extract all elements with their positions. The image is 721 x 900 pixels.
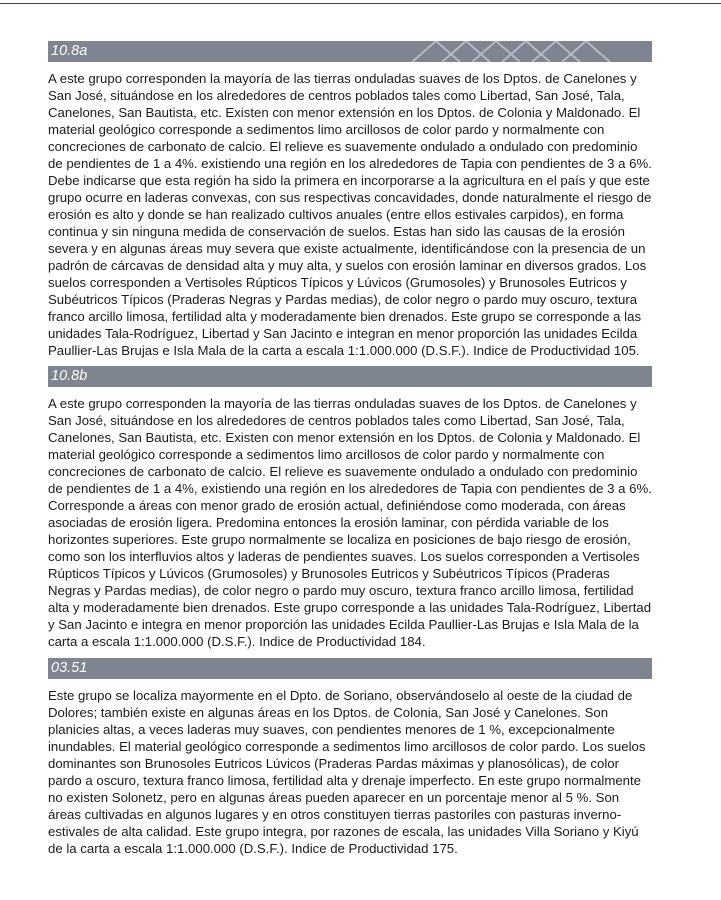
- section-10-8b: [48, 366, 652, 650]
- section-header-bar: [48, 658, 652, 679]
- document-page: [48, 41, 652, 864]
- section-paragraph: A este grupo corresponden la mayoría de las tierras onduladas suaves de los Dptos. de Canelones y San José, situándose en los alrededores de centros poblados tales como Libertad, San José, Tala, Canelones, San Bautista, etc. Existen con menor extensión en los Dptos. de Colonia y Maldonado. El material geológico corresponde a sedimentos limo arcillosos de color pardo y normalmente con concreciones de carbonato de calcio. El relieve es suavemente ondulado a ondulado con predominio de pendientes de 1 a 4%, existiendo una región en los alrededores de Tapia con pendientes de 3 a 6%. Corresponde a áreas con menor grado de erosión actual, definiéndose como moderada, con áreas asociadas de erosión ligera. Predomina entonces la erosión laminar, con pérdida variable de los horizontes superiores. Este grupo normalmente se localiza en posiciones de bajo riesgo de erosión, como son los interfluvios altos y laderas de pendientes suaves. Los suelos corresponden a Vertisoles Rúpticos Típicos y Lúvicos (Grumosoles) y Brunosoles Eutricos y Subéutricos Típicos (Praderas Negras y Pardas medias), de color negro o pardo muy oscuro, textura franco arcillo limosa, fertilidad alta y moderadamente bien drenados. Este grupo corresponde a las unidades Tala-Rodríguez, Libertad y San Jacinto e integra en menor proporción las unidades Ecilda Paullier-Las Brujas e Isla Mala de la carta a escala 1:1.000.000 (D.S.F.). Indice de Productividad 184.: [48, 396, 652, 649]
- section-header-bar: [48, 366, 652, 387]
- section-03-51: [48, 658, 652, 857]
- section-paragraph: A este grupo corresponden la mayoría de las tierras onduladas suaves de los Dptos. de Canelones y San José, situándose en los alrededores de centros poblados tales como Libertad, San José, Tala, Canelones, San Bautista, etc. Existen con menor extensión en los Dptos. de Colonia y Maldonado. El material geológico corresponde a sedimentos limo arcillosos de color pardo y normalmente con concreciones de carbonato de calcio. El relieve es suavemente ondulado a ondulado con predominio de pendientes de 1 a 4%. existiendo una región en los alrededores de Tapia con pendientes de 3 a 6%. Debe indicarse que esta región ha sido la primera en incorporarse a la agricultura en el país y que este grupo ocurre en laderas convexas, con sus respectivas concavidades, donde naturalmente el riesgo de erosión es alto y donde se han realizado cultivos anuales (entre ellos estivales carpidos), en forma continua y sin ninguna medida de conservación de suelos. Estas han sido las causas de la erosión severa y en algunas áreas muy severa que existe actualmente, identificándose con la presencia de un padrón de cárcavas de densidad alta y muy alta, y suelos con erosión laminar en diversos grados. Los suelos corresponden a Vertisoles Rúpticos Típicos y Lúvicos (Grumosoles) y Brunosoles Eutricos y Subéutricos Típicos (Praderas Negras y Pardas medias), de color negro o pardo muy oscuro, textura franco arcillo limosa, fertilidad alta y moderadamente bien drenados. Este grupo se corresponde a las unidades Tala-Rodríguez, Libertad y San Jacinto e integran en menor proporción las unidades Ecilda Paullier-Las Brujas e Isla Mala de la carta a escala 1:1.000.000 (D.S.F.). Indice de Productividad 105.: [48, 71, 652, 358]
- section-header-bar: [48, 41, 652, 62]
- header-chevron-pattern-icon: [412, 41, 652, 62]
- section-10-8a: [48, 41, 652, 359]
- section-code: 10.8a: [51, 43, 88, 59]
- section-paragraph: Este grupo se localiza mayormente en el Dpto. de Soriano, observándoselo al oeste de la ciudad de Dolores; también existe en algunas áreas en los Dptos. de Colonia, San José y Canelones. Son planicies altas, a veces laderas muy suaves, con pendientes menores de 1 %, excepcionalmente inundables. El material geológico corresponde a sedimentos limo arcillosos de color pardo. Los suelos dominantes son Brunosoles Eutricos Lúvicos (Praderas Pardas máximas y planosólicas), de color pardo a oscuro, textura franco limosa, fertilidad alta y drenaje imperfecto. En este grupo normalmente no existen Solonetz, pero en algunas áreas pueden aparecer en un porcentaje menor al 5 %. Son áreas cultivadas en algunos lugares y en otros constituyen tierras pastoriles con pasturas inverno-estivales de alta calidad. Este grupo integra, por razones de escala, las unidades Villa Soriano y Kiyú de la carta a escala 1:1.000.000 (D.S.F.). Indice de Productividad 175.: [48, 688, 646, 856]
- top-rule: [0, 3, 721, 4]
- section-code: 03.51: [51, 660, 88, 676]
- section-code: 10.8b: [51, 368, 88, 384]
